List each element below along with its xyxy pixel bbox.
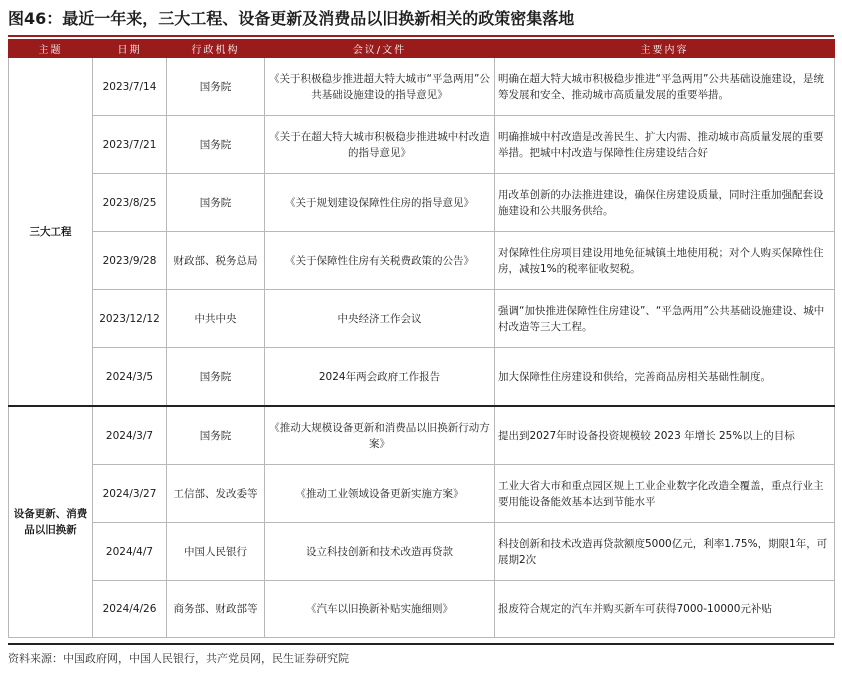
table-header-row	[9, 40, 835, 58]
header-date: 日期	[93, 40, 167, 58]
table-row	[9, 348, 835, 407]
content-cell: 明确推城中村改造是改善民生、扩大内需、推动城市高质量发展的重要举措。把城中村改造与保障性住房建设结合好	[495, 116, 835, 174]
source-note: 资料来源：中国政府网，中国人民银行，共产党员网，民生证券研究院	[8, 652, 349, 665]
table-row	[9, 116, 835, 174]
date-cell: 2023/8/25	[93, 174, 167, 232]
content-cell: 报废符合规定的汽车并购买新车可获得7000-10000元补贴	[495, 581, 835, 638]
agency-cell: 国务院	[167, 348, 265, 407]
table-row	[9, 406, 835, 465]
agency-cell: 国务院	[167, 406, 265, 465]
date-cell: 2023/12/12	[93, 290, 167, 348]
agency-cell: 国务院	[167, 116, 265, 174]
date-cell: 2024/3/7	[93, 406, 167, 465]
meeting-cell: 《关于积极稳步推进超大特大城市“平急两用”公共基础设施建设的指导意见》	[265, 58, 495, 116]
content-cell: 强调“加快推进保障性住房建设”、“平急两用”公共基础设施建设、城中村改造等三大工程。	[495, 290, 835, 348]
agency-cell: 工信部、发改委等	[167, 465, 265, 523]
date-cell: 2023/7/14	[93, 58, 167, 116]
policy-table	[8, 39, 835, 638]
table-row	[9, 581, 835, 638]
date-cell: 2024/4/26	[93, 581, 167, 638]
date-cell: 2024/4/7	[93, 523, 167, 581]
header-agency: 行政机构	[167, 40, 265, 58]
meeting-cell: 《关于保障性住房有关税费政策的公告》	[265, 232, 495, 290]
title-rule	[8, 35, 834, 37]
table-row	[9, 465, 835, 523]
bottom-rule	[8, 643, 834, 645]
meeting-cell: 《推动工业领域设备更新实施方案》	[265, 465, 495, 523]
content-cell: 加大保障性住房建设和供给，完善商品房相关基础性制度。	[495, 348, 835, 407]
meeting-cell: 《汽车以旧换新补贴实施细则》	[265, 581, 495, 638]
date-cell: 2024/3/5	[93, 348, 167, 407]
content-cell: 用改革创新的办法推进建设，确保住房建设质量，同时注重加强配套设施建设和公共服务供给。	[495, 174, 835, 232]
figure-title: 图46：最近一年来，三大工程、设备更新及消费品以旧换新相关的政策密集落地	[8, 9, 575, 28]
meeting-cell: 中央经济工作会议	[265, 290, 495, 348]
meeting-cell: 设立科技创新和技术改造再贷款	[265, 523, 495, 581]
header-meeting: 会议/文件	[265, 40, 495, 58]
header-content: 主要内容	[495, 40, 835, 58]
content-cell: 工业大省大市和重点园区规上工业企业数字化改造全覆盖，重点行业主要用能设备能效基本达到节能水平	[495, 465, 835, 523]
content-cell: 提出到2027年时设备投资规模较 2023 年增长 25%以上的目标	[495, 406, 835, 465]
content-cell: 对保障性住房项目建设用地免征城镇土地使用税；对个人购买保障性住房，减按1%的税率征收契税。	[495, 232, 835, 290]
date-cell: 2023/7/21	[93, 116, 167, 174]
header-topic: 主题	[9, 40, 93, 58]
topic-cell: 三大工程	[9, 58, 93, 407]
agency-cell: 中共中央	[167, 290, 265, 348]
meeting-cell: 《关于规划建设保障性住房的指导意见》	[265, 174, 495, 232]
agency-cell: 国务院	[167, 58, 265, 116]
content-cell: 明确在超大特大城市积极稳步推进“平急两用”公共基础设施建设，是统筹发展和安全、推动城市高质量发展的重要举措。	[495, 58, 835, 116]
agency-cell: 商务部、财政部等	[167, 581, 265, 638]
table-row	[9, 174, 835, 232]
table-row	[9, 290, 835, 348]
meeting-cell: 《关于在超大特大城市积极稳步推进城中村改造的指导意见》	[265, 116, 495, 174]
date-cell: 2024/3/27	[93, 465, 167, 523]
meeting-cell: 《推动大规模设备更新和消费品以旧换新行动方案》	[265, 406, 495, 465]
date-cell: 2023/9/28	[93, 232, 167, 290]
meeting-cell: 2024年两会政府工作报告	[265, 348, 495, 407]
table-row	[9, 58, 835, 116]
table-row	[9, 523, 835, 581]
agency-cell: 国务院	[167, 174, 265, 232]
table-row	[9, 232, 835, 290]
topic-cell: 设备更新、消费品以旧换新	[9, 406, 93, 638]
content-cell: 科技创新和技术改造再贷款额度5000亿元，利率1.75%，期限1年，可展期2次	[495, 523, 835, 581]
agency-cell: 中国人民银行	[167, 523, 265, 581]
agency-cell: 财政部、税务总局	[167, 232, 265, 290]
